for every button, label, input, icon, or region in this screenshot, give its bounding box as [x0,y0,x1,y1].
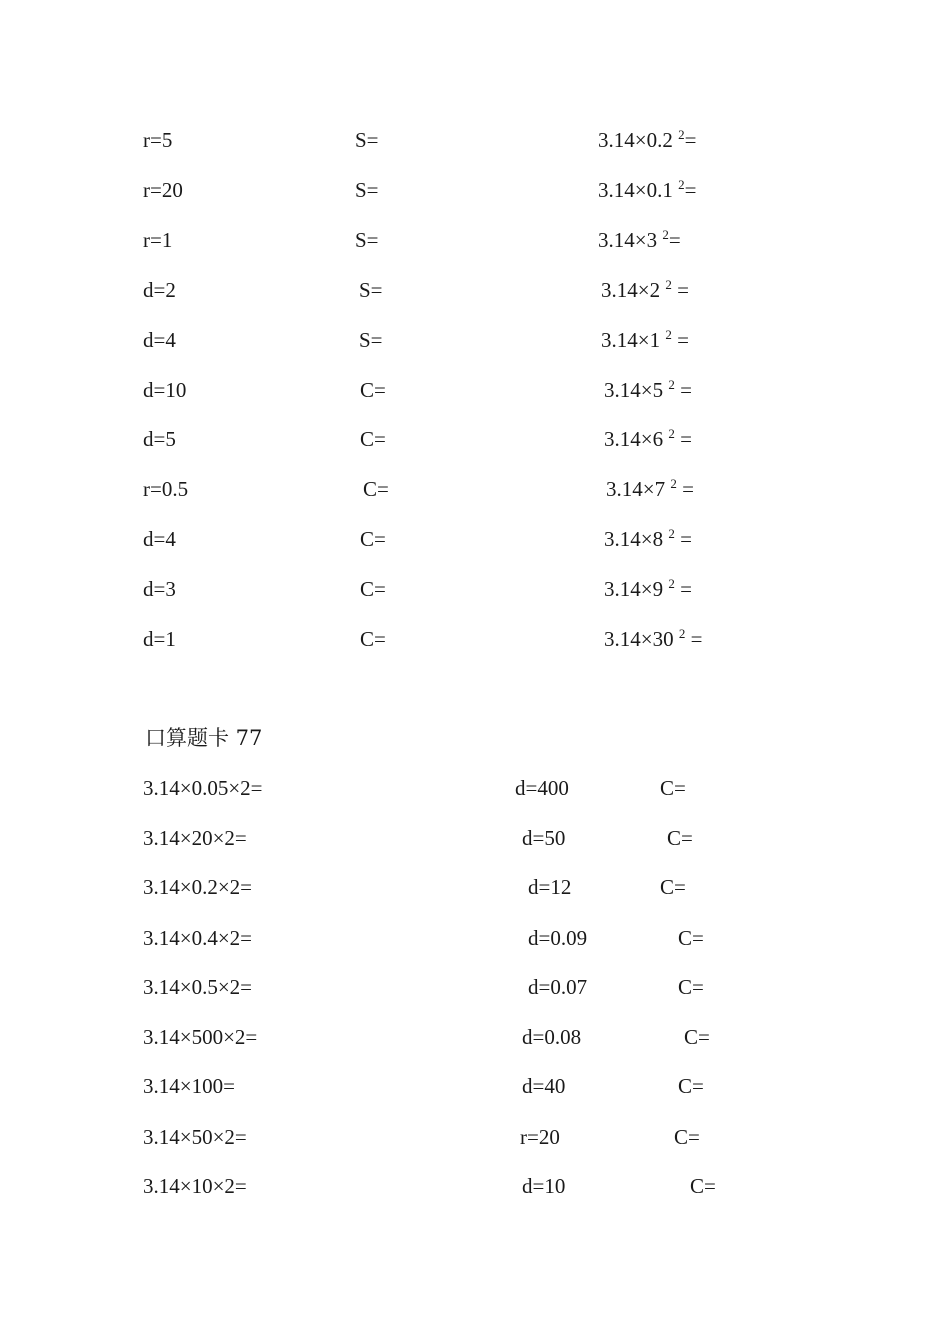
exponent: 2 [668,377,675,392]
exponent: 2 [678,177,685,192]
answer-label: C= [660,875,686,899]
answer-label: C= [363,477,389,501]
expression-base: 3.14×3 [598,228,658,252]
equals-sign: = [684,178,697,202]
exponent: 2 [665,277,672,292]
exponent: 2 [665,327,672,342]
equals-sign: = [690,627,703,651]
expression: 3.14×0.4×2= [143,926,253,950]
expression [598,228,681,255]
expression: 3.14×0.5×2= [143,975,253,999]
answer-label: C= [360,527,386,551]
answer-label: C= [360,627,386,651]
given-value: d=0.07 [528,975,588,999]
expression: 3.14×500×2= [143,1025,258,1049]
answer-label: C= [667,826,693,850]
given-value: r=1 [143,228,173,252]
answer-label: S= [355,228,379,252]
expression-base: 3.14×9 [604,577,664,601]
given-value: d=3 [143,577,176,601]
expression: 3.14×0.2×2= [143,875,253,899]
expression-base: 3.14×8 [604,527,664,551]
exponent: 2 [670,476,677,491]
expression-base: 3.14×6 [604,427,664,451]
expression [606,477,694,504]
expression-base: 3.14×30 [604,627,674,651]
equals-sign: = [677,328,689,352]
given-value: d=2 [143,278,176,302]
given-value: r=20 [143,178,183,202]
given-value: r=5 [143,128,173,152]
given-value: d=12 [528,875,572,899]
equals-sign: = [680,427,692,451]
answer-label: C= [690,1174,716,1198]
equals-sign: = [677,278,689,302]
expression [604,427,692,454]
equals-sign: = [680,527,692,551]
expression-base: 3.14×5 [604,378,664,402]
given-value: d=1 [143,627,176,651]
answer-label: C= [360,577,386,601]
equals-sign: = [680,378,692,402]
answer-label: C= [360,378,386,402]
expression [604,378,692,405]
expression: 3.14×50×2= [143,1125,247,1149]
answer-label: S= [359,278,383,302]
given-value: d=50 [522,826,566,850]
exponent: 2 [668,426,675,441]
exponent: 2 [668,576,675,591]
expression [598,178,696,205]
exponent: 2 [678,626,686,641]
answer-label: S= [355,128,379,152]
expression [604,577,692,604]
answer-label: C= [684,1025,710,1049]
equals-sign: = [684,128,697,152]
expression: 3.14×10×2= [143,1174,247,1198]
given-value: d=5 [143,427,176,451]
section-title: 口算题卡 77 [145,726,263,750]
expression-base: 3.14×1 [601,328,661,352]
expression [604,527,692,554]
given-value: d=10 [143,378,187,402]
answer-label: S= [355,178,379,202]
given-value: d=0.08 [522,1025,582,1049]
expression [598,128,696,155]
answer-label: S= [359,328,383,352]
exponent: 2 [678,127,685,142]
expression [601,328,689,355]
expression-base: 3.14×7 [606,477,666,501]
answer-label: C= [674,1125,700,1149]
equals-sign: = [668,228,681,252]
given-value: d=400 [515,776,569,800]
expression [604,627,702,654]
answer-label: C= [360,427,386,451]
given-value: r=20 [520,1125,560,1149]
answer-label: C= [660,776,686,800]
equals-sign: = [680,577,692,601]
exponent: 2 [662,227,669,242]
expression-base: 3.14×0.2 [598,128,673,152]
answer-label: C= [678,975,704,999]
expression: 3.14×100= [143,1074,235,1098]
given-value: d=4 [143,527,176,551]
expression-base: 3.14×0.1 [598,178,673,202]
expression: 3.14×0.05×2= [143,776,263,800]
expression: 3.14×20×2= [143,826,247,850]
answer-label: C= [678,926,704,950]
given-value: d=0.09 [528,926,588,950]
answer-label: C= [678,1074,704,1098]
given-value: d=10 [522,1174,566,1198]
expression [601,278,689,305]
given-value: d=4 [143,328,176,352]
equals-sign: = [682,477,694,501]
given-value: d=40 [522,1074,566,1098]
expression-base: 3.14×2 [601,278,661,302]
exponent: 2 [668,526,675,541]
given-value: r=0.5 [143,477,189,501]
